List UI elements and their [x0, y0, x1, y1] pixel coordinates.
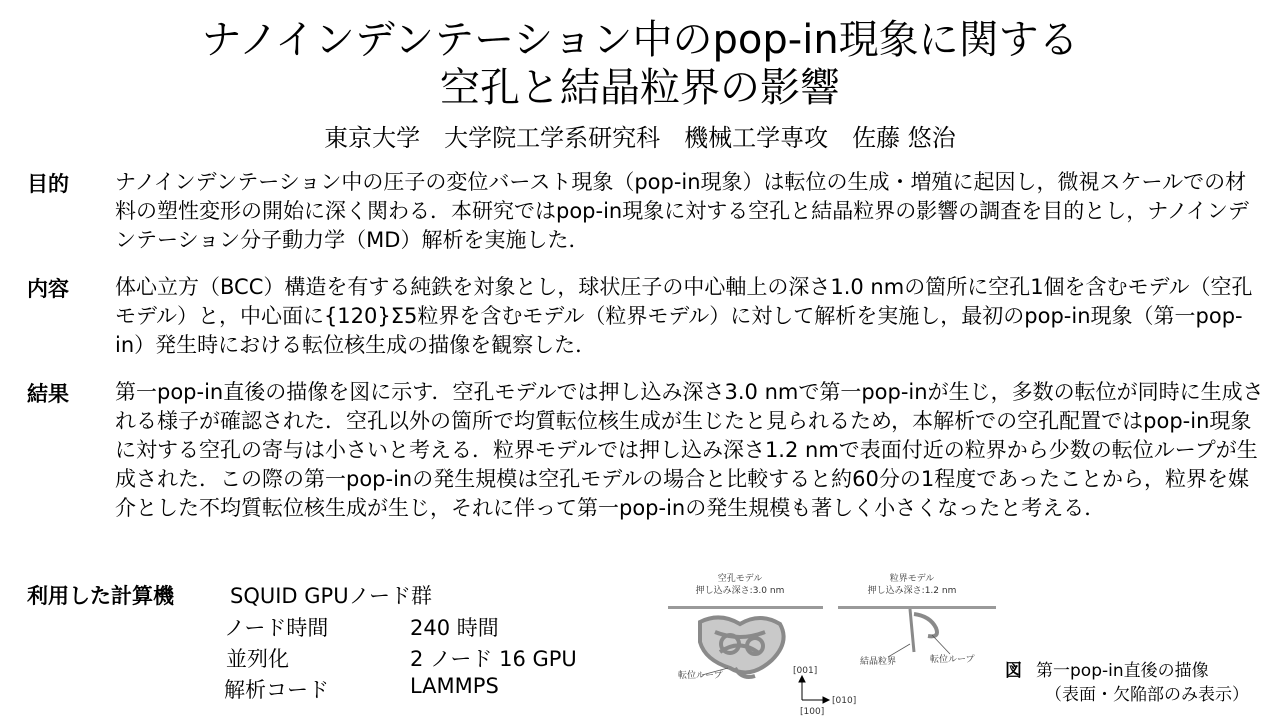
- fig-right-defects: [910, 609, 937, 652]
- fig-axes: [799, 676, 829, 703]
- fig-label-loop-right: 転位ループ: [930, 655, 975, 665]
- fig-right-title: 粒界モデル: [889, 574, 935, 584]
- fig-left-surface: [668, 606, 823, 609]
- fig-axis-010: [010]: [832, 696, 857, 706]
- spec-value-code: LAMMPS: [410, 674, 499, 698]
- computer-system: SQUID GPUノード群: [230, 584, 432, 608]
- section-label-results: 結果: [27, 382, 69, 406]
- fig-axis-100: [100]: [800, 707, 825, 717]
- figure-caption-text: 第一pop-in直後の描像: [1036, 661, 1209, 681]
- spec-label-code: 解析コード: [224, 678, 329, 702]
- title-line-1: ナノインデンテーション中のpop-in現象に関する: [201, 17, 1079, 63]
- computer-heading: 利用した計算機: [27, 584, 174, 608]
- figure-caption-sub: （表面・欠陥部のみ表示）: [1045, 685, 1249, 705]
- fig-right-depth: 押し込み深さ:1.2 nm: [867, 586, 957, 596]
- figure-caption-label: 図: [1005, 661, 1022, 681]
- fig-right-surface: [838, 606, 996, 609]
- title-line-2: 空孔と結晶粒界の影響: [440, 65, 840, 111]
- section-text-purpose: ナノインデンテーション中の圧子の変位バースト現象（pop-in現象）は転位の生成・増殖に起因し，微視スケールでの材料の塑性変形の開始に深く関わる．本研究ではpop-in現象に対する空孔と結晶粒界の影響の調査を目的とし，ナノインデンテーション分子動力学（MD）解析を実施した．: [115, 170, 1249, 252]
- spec-value-parallel: 2 ノード 16 GPU: [410, 647, 577, 671]
- fig-axis-001: [001]: [793, 666, 818, 676]
- spec-label-node-hours: ノード時間: [224, 616, 329, 640]
- spec-label-parallel: 並列化: [226, 647, 289, 671]
- fig-left-depth: 押し込み深さ:3.0 nm: [695, 586, 785, 596]
- fig-label-gb: 結晶粒界: [860, 657, 897, 667]
- spec-value-node-hours: 240 時間: [410, 616, 499, 640]
- fig-label-loop-left: 転位ループ: [678, 671, 723, 681]
- figure-caption: [1005, 656, 1209, 681]
- section-label-content: 内容: [27, 277, 69, 301]
- fig-left-dislocations: [700, 617, 784, 677]
- fig-left-title: 空孔モデル: [717, 574, 763, 584]
- affiliation: 東京大学 大学院工学系研究科 機械工学専攻 佐藤 悠治: [324, 124, 956, 152]
- section-text-results: 第一pop-in直後の描像を図に示す．空孔モデルでは押し込み深さ3.0 nmで第一pop-inが生じ，多数の転位が同時に生成される様子が確認された．空孔以外の箇所で均質転位核生成が生じたと見られるため，本解析での空孔配置ではpop-in現象に対する空孔の寄与は小さいと考える．粒界モデルでは押し込み深さ1.2 nmで表面付近の粒界から少数の転位ループが生成された．この際の第一pop-inの発生規模は空孔モデルの場合と比較すると約60分の1程度であったことから，粒界を媒介とした不均質転位核生成が生じ，それに伴って第一pop-inの発生規模も著しく小さくなったと考える．: [115, 380, 1264, 520]
- section-label-purpose: 目的: [27, 172, 69, 196]
- section-text-content: 体心立方（BCC）構造を有する純鉄を対象とし，球状圧子の中心軸上の深さ1.0 nmの箇所に空孔1個を含むモデル（空孔モデル）と，中心面に{120}Σ5粒界を含むモデル（粒界モデル）に対して解析を実施し，最初のpop-in現象（第一pop-in）発生時における転位核生成の描像を観察した．: [115, 275, 1253, 357]
